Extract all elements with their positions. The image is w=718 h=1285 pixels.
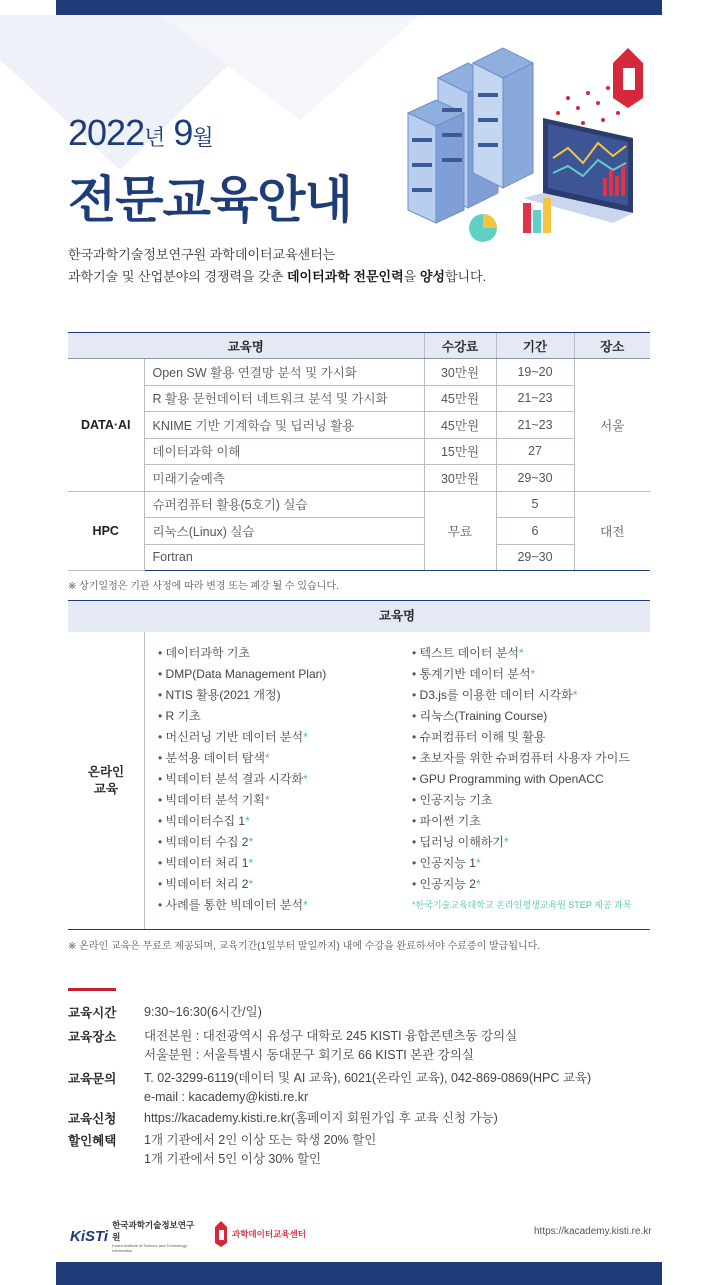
kisti-logo: KiSTi 한국과학기술정보연구원 Korea Institute of Science and Technology Information: [70, 1220, 195, 1253]
list-item: • 빅데이터수집 1*: [158, 811, 326, 832]
schedule-table: [68, 332, 650, 571]
list-item: • NTIS 활용(2021 개정): [158, 685, 326, 706]
course-location: 서울: [574, 359, 650, 492]
course-fee: 45만원: [424, 412, 496, 439]
course-period: 19~20: [496, 359, 574, 386]
list-item: • 인공지능 2*: [412, 874, 631, 895]
list-item: • 파이썬 기초: [412, 811, 631, 832]
list-item: • 인공지능 1*: [412, 853, 631, 874]
online-note: ※ 온라인 교육은 무료로 제공되며, 교육기간(1일부터 말일까지) 내에 수강을 완료하셔야 수료증이 발급됩니다.: [68, 941, 541, 952]
list-item: • 빅데이터 처리 2*: [158, 874, 326, 895]
list-item: • 빅데이터 분석 결과 시각화*: [158, 769, 326, 790]
education-center-logo: 과학데이터교육센터: [213, 1218, 323, 1250]
contact-email[interactable]: e-mail : kacademy@kisti.re.kr: [144, 1089, 309, 1104]
group-label: DATA·AI: [68, 359, 144, 492]
course-fee: 무료: [424, 491, 496, 571]
list-item: • 빅데이터 수집 2*: [158, 832, 326, 853]
section-divider: [68, 988, 116, 991]
list-item: • 데이터과학 기초: [158, 643, 326, 664]
header-period: 기간: [496, 333, 574, 359]
server-laptop-illustration: [398, 38, 668, 250]
d-logo-icon: [213, 1221, 229, 1247]
list-item: • 인공지능 기초: [412, 790, 631, 811]
list-item: • 빅데이터 분석 기획*: [158, 790, 326, 811]
online-label: 온라인 교육: [87, 764, 125, 796]
list-item: • 사례를 통한 빅데이터 분석*: [158, 895, 326, 916]
header-course: 교육명: [68, 333, 424, 359]
course-name: 슈퍼컴퓨터 활용(5호기) 실습: [144, 491, 424, 518]
course-period: 5: [496, 491, 574, 518]
list-item: • R 기초: [158, 706, 326, 727]
online-table-header: [68, 600, 650, 632]
title-year-month: 2022년 9월: [68, 112, 213, 153]
course-name: R 활용 문헌데이터 네트워크 분석 및 가시화: [144, 385, 424, 412]
schedule-note: ※ 상기일정은 기관 사정에 따라 변경 또는 폐강 될 수 있습니다.: [68, 581, 339, 592]
list-item: • 슈퍼컴퓨터 이해 및 활용: [412, 727, 631, 748]
list-item: • 초보자를 위한 슈퍼컴퓨터 사용자 가이드: [412, 748, 631, 769]
course-name: 데이터과학 이해: [144, 438, 424, 465]
group-label: HPC: [68, 491, 144, 571]
list-item: • GPU Programming with OpenACC: [412, 769, 631, 790]
course-name: KNIME 기반 기계학습 및 딥러닝 활용: [144, 412, 424, 439]
list-item: • DMP(Data Management Plan): [158, 664, 326, 685]
course-name: Fortran: [144, 544, 424, 571]
list-item: • D3.js를 이용한 데이터 시각화*: [412, 685, 631, 706]
list-item: • 빅데이터 처리 1*: [158, 853, 326, 874]
course-period: 21~23: [496, 385, 574, 412]
list-item: • 리눅스(Training Course): [412, 706, 631, 727]
bottom-band: [56, 1262, 662, 1285]
course-name: 리눅스(Linux) 실습: [144, 518, 424, 545]
page-title: 전문교육안내: [68, 172, 352, 228]
course-period: 6: [496, 518, 574, 545]
course-name: 미래기술예측: [144, 465, 424, 492]
online-course-list-right: [412, 643, 631, 916]
course-period: 29~30: [496, 465, 574, 492]
header-course: 교육명: [144, 601, 650, 632]
course-fee: 30만원: [424, 465, 496, 492]
course-fee: 30만원: [424, 359, 496, 386]
header-location: 장소: [574, 333, 650, 359]
footer-url[interactable]: https://kacademy.kisti.re.kr: [534, 1226, 652, 1237]
list-item: • 딥러닝 이해하기*: [412, 832, 631, 853]
list-item: • 머신러닝 기반 데이터 분석*: [158, 727, 326, 748]
list-item: • 분석용 데이터 탐색*: [158, 748, 326, 769]
star-note: *한국기술교육대학교 온라인평생교육원 STEP 제공 과목: [412, 900, 632, 910]
online-table: [68, 600, 650, 930]
intro-text: 한국과학기술정보연구원 과학데이터교육센터는 과학기술 및 산업분야의 경쟁력을 갖춘 데이터과학 전문인력을 양성합니다.: [68, 247, 487, 284]
list-item: • 통계기반 데이터 분석*: [412, 664, 631, 685]
course-fee: 45만원: [424, 385, 496, 412]
course-period: 29~30: [496, 544, 574, 571]
list-item: • 텍스트 데이터 분석*: [412, 643, 631, 664]
course-period: 27: [496, 438, 574, 465]
course-fee: 15만원: [424, 438, 496, 465]
course-period: 21~23: [496, 412, 574, 439]
course-name: Open SW 활용 연결망 분석 및 가시화: [144, 359, 424, 386]
course-location: 대전: [574, 491, 650, 571]
apply-link[interactable]: https://kacademy.kisti.re.kr(홈페이지 회원가입 후 교육 신청 가능): [144, 1111, 498, 1125]
online-course-list-left: [158, 643, 326, 916]
header-fee: 수강료: [424, 333, 496, 359]
